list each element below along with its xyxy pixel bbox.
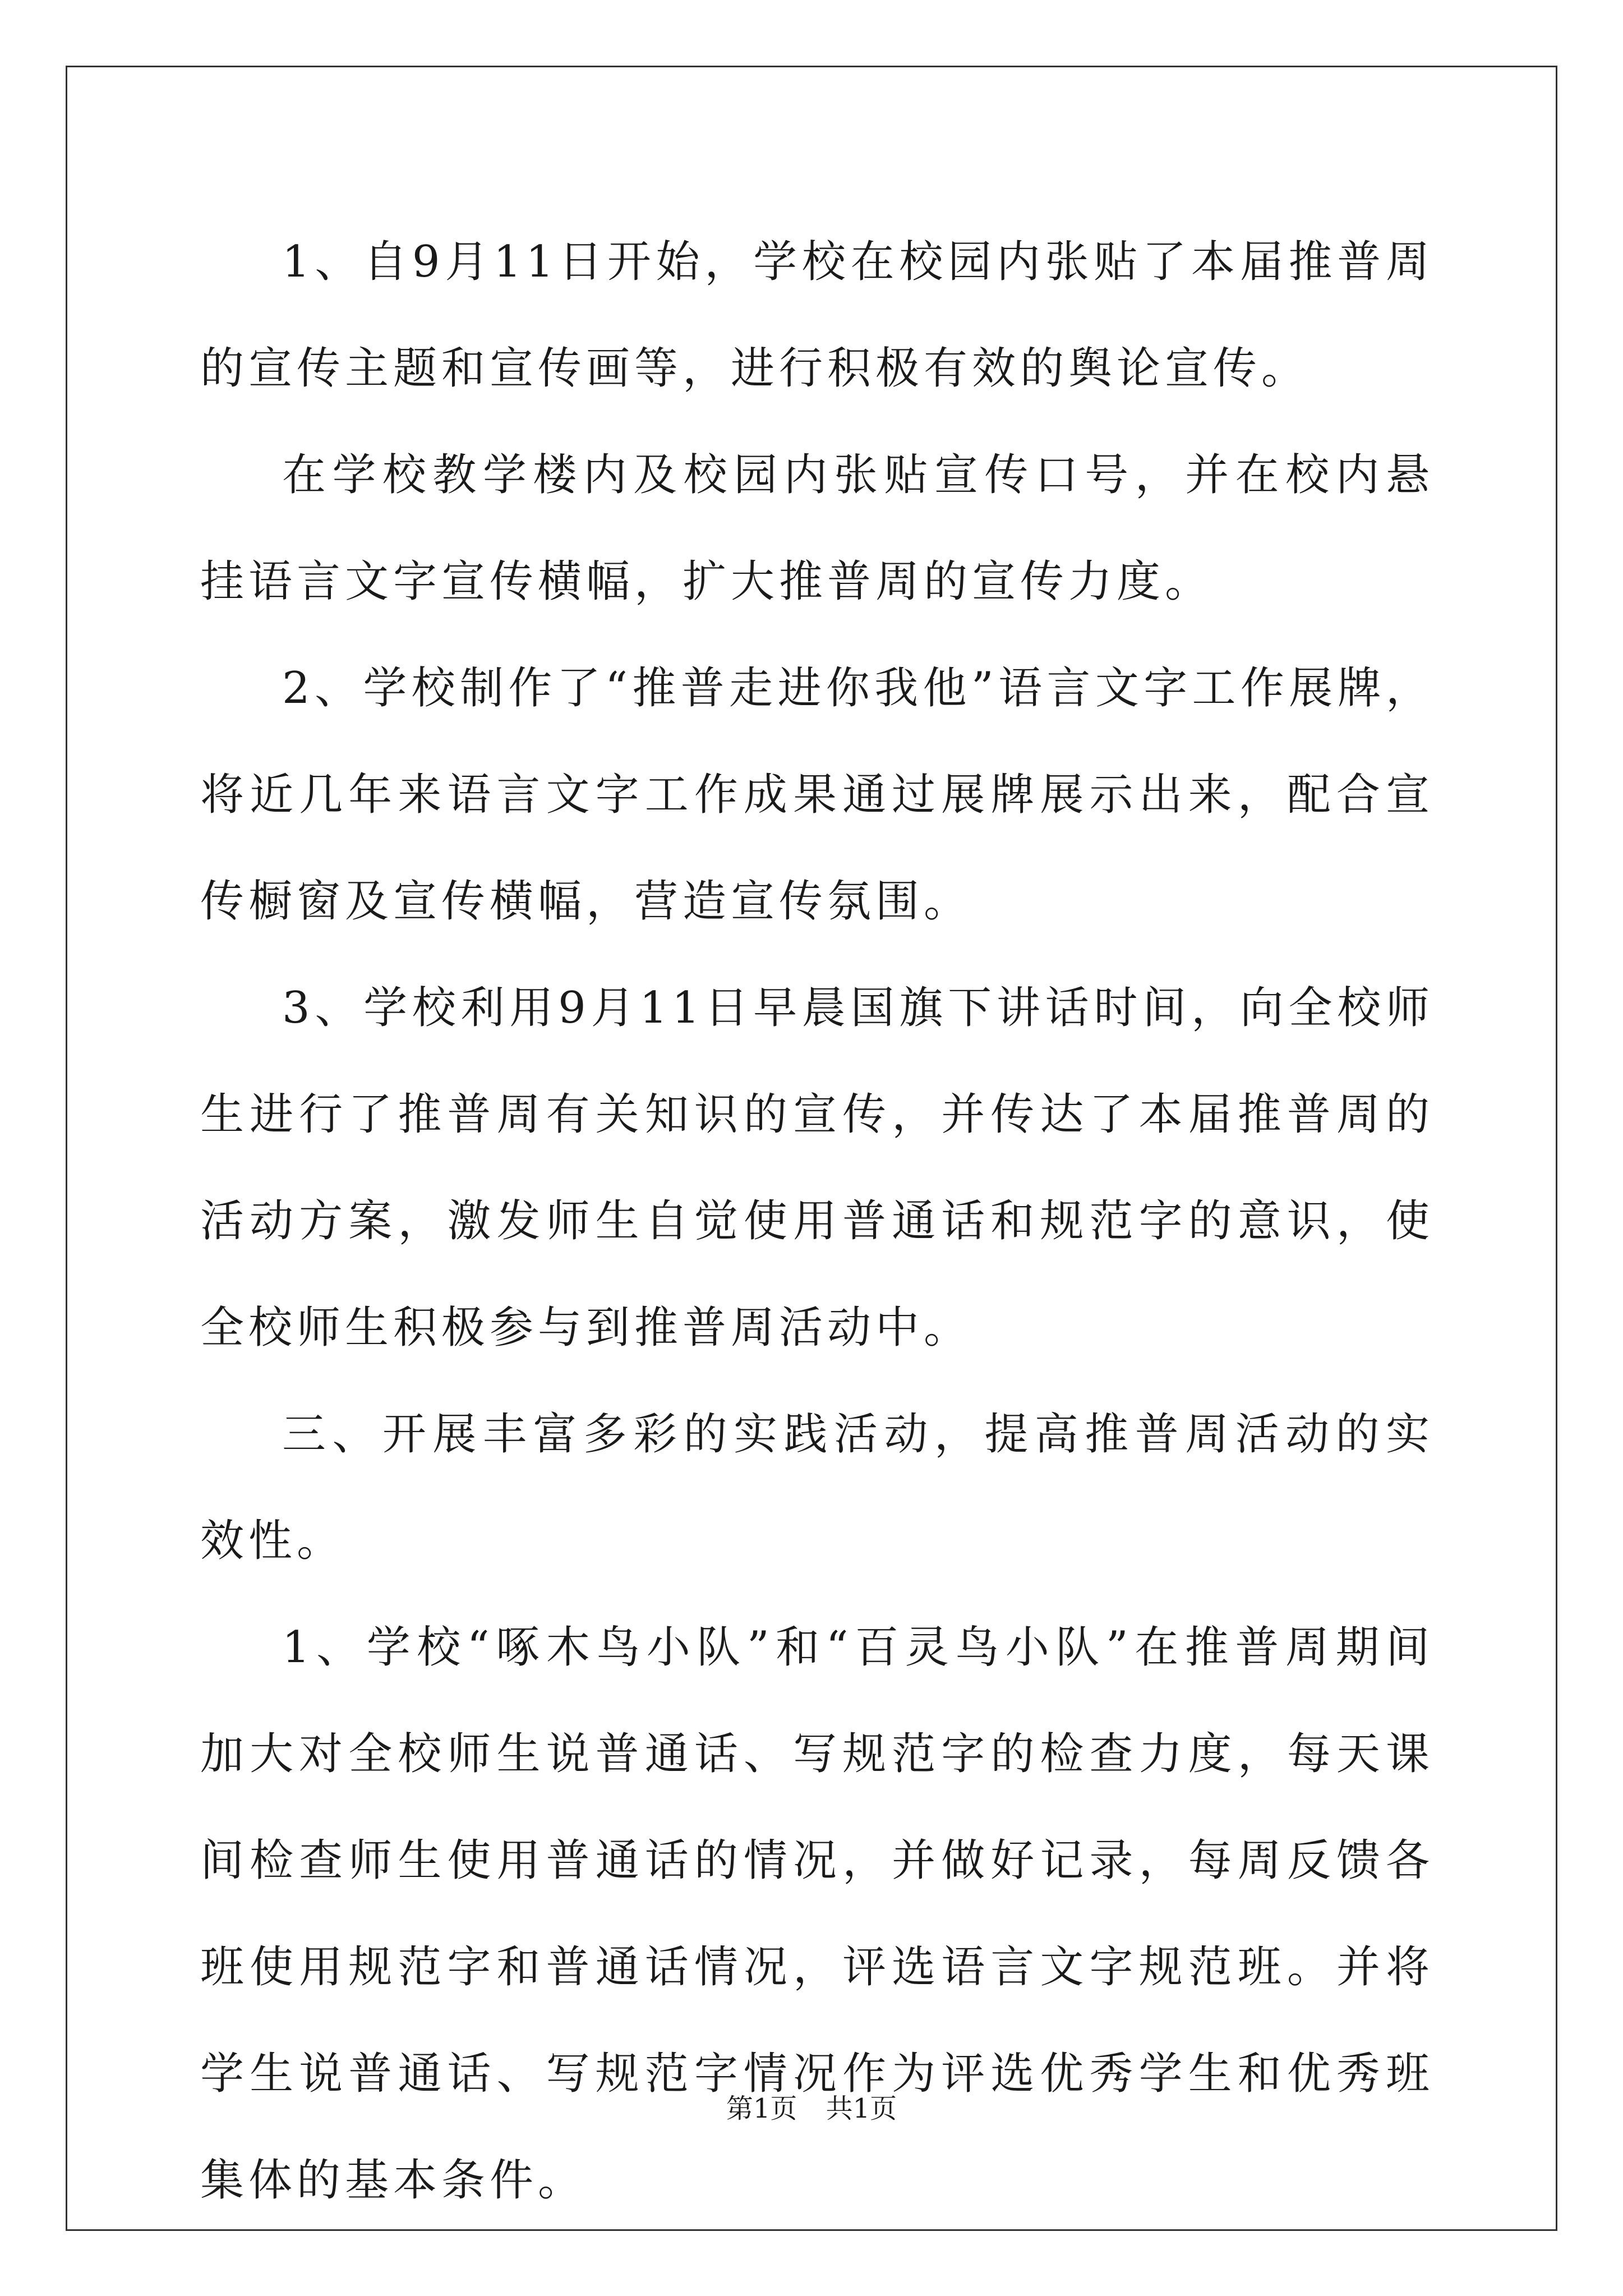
page-number: 第1页 [726,2093,797,2124]
document-body [200,209,1434,2234]
paragraph-3: 2、学校制作了“推普走进你我他”语言文字工作展牌，将近几年来语言文字工作成果通过展牌展示出来，配合宣传橱窗及宣传横幅，营造宣传氛围。 [200,663,1434,927]
paragraph-1: 1、自9月11日开始，学校在校园内张贴了本届推普周的宣传主题和宣传画等，进行积极有效的舆论宣传。 [200,237,1434,394]
paragraph-6: 1、学校“啄木鸟小队”和“百灵鸟小队”在推普周期间加大对全校师生说普通话、写规范字的检查力度，每天课间检查师生使用普通话的情况，并做好记录，每周反馈各班使用规范字和普通话情况，评选语言文字规范班。并将学生说普通话、写规范字情况作为评选优秀学生和优秀班集体的基本条件。 [200,1622,1434,2206]
paragraph-5: 三、开展丰富多彩的实践活动，提高推普周活动的实效性。 [200,1409,1434,1566]
paragraph-2: 在学校教学楼内及校园内张贴宣传口号，并在校内悬挂语言文字宣传横幅，扩大推普周的宣传力度。 [200,450,1434,607]
page-total: 共1页 [826,2093,897,2124]
paragraph-4: 3、学校利用9月11日早晨国旗下讲话时间，向全校师生进行了推普周有关知识的宣传，并传达了本届推普周的活动方案，激发师生自觉使用普通话和规范字的意识，使全校师生积极参与到推普周活动中。 [200,983,1434,1353]
page-footer [0,2087,1623,2125]
